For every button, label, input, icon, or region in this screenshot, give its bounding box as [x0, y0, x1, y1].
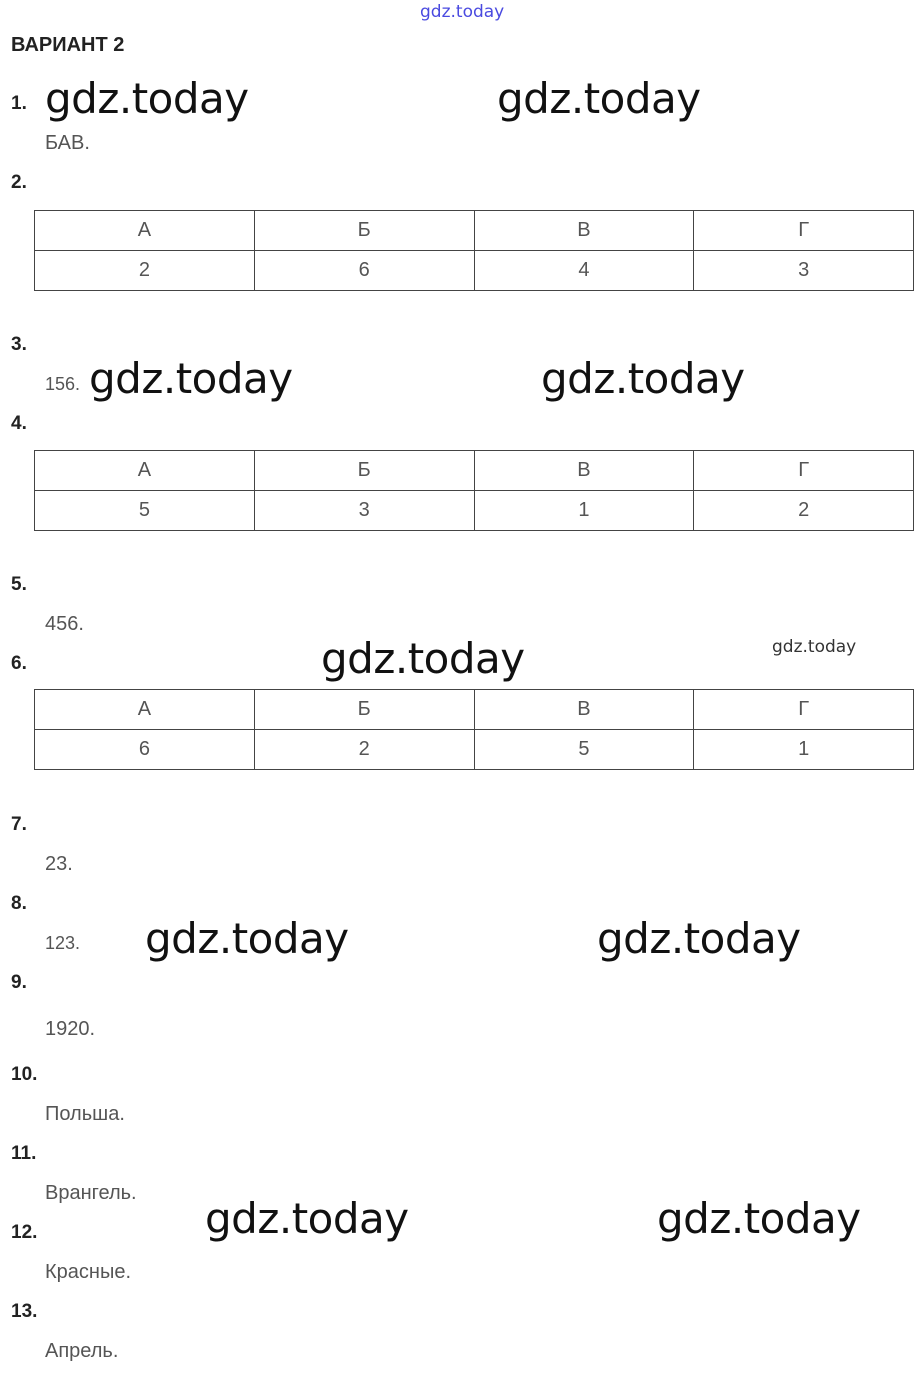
table-cell: 2 — [35, 251, 255, 291]
question-number: 6. — [11, 653, 27, 674]
table-header-cell: В — [474, 451, 694, 491]
table-cell: 6 — [254, 251, 474, 291]
question-number: 4. — [11, 413, 27, 434]
table-header-cell: Г — [694, 451, 914, 491]
watermark-small: gdz.today — [772, 637, 857, 657]
answer-text: 23. — [45, 853, 73, 875]
table-cell: 3 — [254, 491, 474, 531]
table-header-row — [35, 211, 914, 251]
table-header-cell: В — [474, 211, 694, 251]
watermark: gdz.today — [45, 74, 249, 123]
table-cell: 5 — [474, 730, 694, 770]
table-cell: 3 — [694, 251, 914, 291]
table-cell: 2 — [694, 491, 914, 531]
question-number: 7. — [11, 814, 27, 835]
table-row — [35, 491, 914, 531]
answer-text: Польша. — [45, 1103, 125, 1125]
table-cell: 2 — [254, 730, 474, 770]
table-row — [35, 730, 914, 770]
table-header-cell: В — [474, 690, 694, 730]
answer-text: Красные. — [45, 1261, 131, 1283]
table-header-cell: А — [35, 690, 255, 730]
table-header-cell: Г — [694, 211, 914, 251]
question-number: 9. — [11, 972, 27, 993]
watermark: gdz.today — [497, 74, 701, 123]
answer-text: Врангель. — [45, 1182, 137, 1204]
table-cell: 1 — [474, 491, 694, 531]
table-cell: 1 — [694, 730, 914, 770]
question-number: 11. — [11, 1143, 37, 1164]
answer-text: 123. — [45, 933, 81, 953]
table-header-cell: А — [35, 451, 255, 491]
answer-table — [34, 210, 914, 291]
question-number: 13. — [11, 1301, 38, 1322]
question-number: 10. — [11, 1064, 38, 1085]
table-cell: 5 — [35, 491, 255, 531]
watermark: gdz.today — [205, 1194, 409, 1243]
answer-table — [34, 450, 914, 531]
question-number: 1. — [11, 93, 27, 114]
answer-text: БАВ. — [45, 132, 90, 154]
question-number: 3. — [11, 334, 27, 355]
table-header-cell: А — [35, 211, 255, 251]
table-header-row — [35, 451, 914, 491]
table-cell: 6 — [35, 730, 255, 770]
table-header-cell: Б — [254, 690, 474, 730]
watermark: gdz.today — [321, 634, 525, 683]
watermark: gdz.today — [89, 354, 293, 403]
answer-text: 1920. — [45, 1018, 96, 1040]
watermark-top: gdz.today — [420, 2, 505, 22]
question-number: 12. — [11, 1222, 38, 1243]
answer-text: Апрель. — [45, 1340, 119, 1362]
table-cell: 4 — [474, 251, 694, 291]
page-title: ВАРИАНТ 2 — [11, 34, 125, 56]
table-row — [35, 251, 914, 291]
table-header-cell: Г — [694, 690, 914, 730]
table-header-cell: Б — [254, 451, 474, 491]
watermark: gdz.today — [541, 354, 745, 403]
answer-table — [34, 689, 914, 770]
answer-text: 156. — [45, 374, 81, 394]
watermark: gdz.today — [597, 914, 801, 963]
question-number: 2. — [11, 172, 27, 193]
question-number: 8. — [11, 893, 27, 914]
watermark: gdz.today — [657, 1194, 861, 1243]
table-header-cell: Б — [254, 211, 474, 251]
answer-text: 456. — [45, 613, 84, 635]
watermark: gdz.today — [145, 914, 349, 963]
question-number: 5. — [11, 574, 27, 595]
table-header-row — [35, 690, 914, 730]
